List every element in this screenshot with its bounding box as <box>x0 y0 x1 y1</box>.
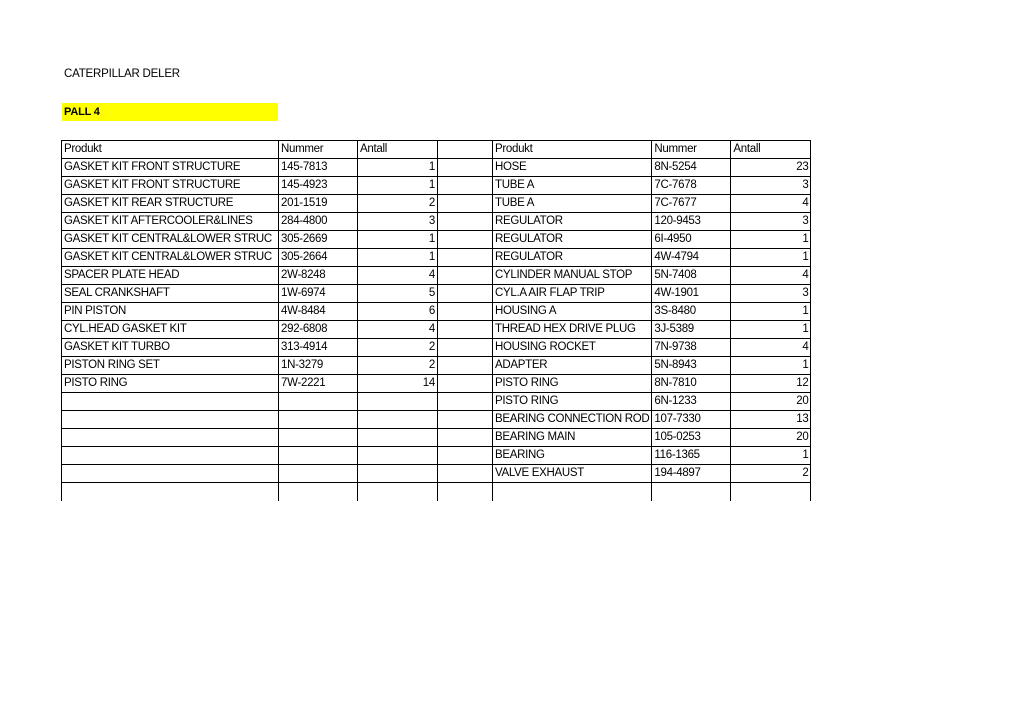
header-produkt: Produkt <box>493 141 652 159</box>
produkt-cell: CYL.HEAD GASKET KIT <box>62 321 279 339</box>
produkt-cell <box>62 465 279 483</box>
produkt-cell: THREAD HEX DRIVE PLUG <box>493 321 652 339</box>
header-produkt: Produkt <box>62 141 279 159</box>
produkt-cell: GASKET KIT CENTRAL&LOWER STRUC <box>62 249 279 267</box>
produkt-cell: ADAPTER <box>493 357 652 375</box>
table-row <box>62 483 811 502</box>
nummer-cell: 313-4914 <box>279 339 358 357</box>
antall-cell: 2 <box>358 357 438 375</box>
produkt-cell: REGULATOR <box>493 231 652 249</box>
antall-cell: 1 <box>731 447 811 465</box>
document-title: CATERPILLAR DELER <box>64 68 180 80</box>
table-row <box>62 159 811 177</box>
nummer-cell: 7C-7677 <box>652 195 731 213</box>
spacer-cell <box>438 447 493 465</box>
header-antall: Antall <box>731 141 811 159</box>
antall-cell: 1 <box>731 357 811 375</box>
antall-cell: 3 <box>731 177 811 195</box>
produkt-cell: GASKET KIT FRONT STRUCTURE <box>62 159 279 177</box>
nummer-cell: 3S-8480 <box>652 303 731 321</box>
spacer-cell <box>438 213 493 231</box>
table-row <box>62 249 811 267</box>
nummer-cell: 4W-8484 <box>279 303 358 321</box>
pall-label: PALL 4 <box>62 103 278 121</box>
produkt-cell <box>62 393 279 411</box>
produkt-cell: PIN PISTON <box>62 303 279 321</box>
antall-cell: 4 <box>731 339 811 357</box>
produkt-cell <box>62 429 279 447</box>
spacer-cell <box>438 429 493 447</box>
table-row <box>62 231 811 249</box>
antall-cell: 4 <box>731 267 811 285</box>
spacer-cell <box>438 411 493 429</box>
antall-cell: 4 <box>358 267 438 285</box>
table-row <box>62 393 811 411</box>
table-row <box>62 465 811 483</box>
nummer-cell: 7C-7678 <box>652 177 731 195</box>
nummer-cell: 194-4897 <box>652 465 731 483</box>
nummer-cell: 7N-9738 <box>652 339 731 357</box>
nummer-cell <box>279 465 358 483</box>
produkt-cell: PISTO RING <box>493 393 652 411</box>
produkt-cell: BEARING CONNECTION ROD <box>493 411 652 429</box>
nummer-cell: 305-2669 <box>279 231 358 249</box>
nummer-cell: 145-7813 <box>279 159 358 177</box>
antall-cell: 12 <box>731 375 811 393</box>
produkt-cell: BEARING <box>493 447 652 465</box>
spacer-cell <box>438 141 493 159</box>
spacer-cell <box>438 231 493 249</box>
table-row <box>62 411 811 429</box>
nummer-cell: 145-4923 <box>279 177 358 195</box>
spacer-cell <box>438 303 493 321</box>
nummer-cell: 6N-1233 <box>652 393 731 411</box>
nummer-cell: 1N-3279 <box>279 357 358 375</box>
produkt-cell <box>62 447 279 465</box>
nummer-cell <box>279 483 358 502</box>
spacer-cell <box>438 249 493 267</box>
produkt-cell: GASKET KIT FRONT STRUCTURE <box>62 177 279 195</box>
nummer-cell: 1W-6974 <box>279 285 358 303</box>
produkt-cell: PISTO RING <box>493 375 652 393</box>
nummer-cell: 5N-8943 <box>652 357 731 375</box>
produkt-cell: GASKET KIT CENTRAL&LOWER STRUC <box>62 231 279 249</box>
antall-cell <box>731 483 811 502</box>
antall-cell: 3 <box>358 213 438 231</box>
nummer-cell: 305-2664 <box>279 249 358 267</box>
antall-cell: 1 <box>731 231 811 249</box>
produkt-cell: CYLINDER MANUAL STOP <box>493 267 652 285</box>
nummer-cell: 8N-5254 <box>652 159 731 177</box>
table-row <box>62 285 811 303</box>
spacer-cell <box>438 393 493 411</box>
nummer-cell <box>279 429 358 447</box>
produkt-cell: SEAL CRANKSHAFT <box>62 285 279 303</box>
produkt-cell: REGULATOR <box>493 213 652 231</box>
spacer-cell <box>438 285 493 303</box>
produkt-cell: CYL.A AIR FLAP TRIP <box>493 285 652 303</box>
nummer-cell: 105-0253 <box>652 429 731 447</box>
nummer-cell: 2W-8248 <box>279 267 358 285</box>
produkt-cell: SPACER PLATE HEAD <box>62 267 279 285</box>
table-row <box>62 429 811 447</box>
nummer-cell <box>279 411 358 429</box>
antall-cell: 5 <box>358 285 438 303</box>
table-row <box>62 177 811 195</box>
table-row <box>62 339 811 357</box>
table-row <box>62 213 811 231</box>
spacer-cell <box>438 195 493 213</box>
nummer-cell: 284-4800 <box>279 213 358 231</box>
produkt-cell: TUBE A <box>493 195 652 213</box>
produkt-cell: HOSE <box>493 159 652 177</box>
antall-cell: 2 <box>358 339 438 357</box>
spacer-cell <box>438 159 493 177</box>
nummer-cell: 3J-5389 <box>652 321 731 339</box>
spacer-cell <box>438 177 493 195</box>
antall-cell: 1 <box>358 249 438 267</box>
header-nummer: Nummer <box>652 141 731 159</box>
antall-cell: 20 <box>731 393 811 411</box>
antall-cell: 4 <box>358 321 438 339</box>
produkt-cell <box>62 483 279 502</box>
header-antall: Antall <box>358 141 438 159</box>
antall-cell <box>358 447 438 465</box>
spacer-cell <box>438 483 493 502</box>
antall-cell <box>358 393 438 411</box>
nummer-cell: 6I-4950 <box>652 231 731 249</box>
nummer-cell: 201-1519 <box>279 195 358 213</box>
antall-cell <box>358 411 438 429</box>
nummer-cell: 8N-7810 <box>652 375 731 393</box>
produkt-cell: PISTON RING SET <box>62 357 279 375</box>
antall-cell: 14 <box>358 375 438 393</box>
nummer-cell: 292-6808 <box>279 321 358 339</box>
antall-cell: 3 <box>731 285 811 303</box>
produkt-cell: PISTO RING <box>62 375 279 393</box>
spacer-cell <box>438 465 493 483</box>
nummer-cell: 4W-1901 <box>652 285 731 303</box>
produkt-cell: GASKET KIT REAR STRUCTURE <box>62 195 279 213</box>
produkt-cell: REGULATOR <box>493 249 652 267</box>
produkt-cell: BEARING MAIN <box>493 429 652 447</box>
antall-cell: 2 <box>358 195 438 213</box>
produkt-cell: GASKET KIT AFTERCOOLER&LINES <box>62 213 279 231</box>
antall-cell <box>358 465 438 483</box>
antall-cell: 1 <box>731 321 811 339</box>
antall-cell: 2 <box>731 465 811 483</box>
nummer-cell: 116-1365 <box>652 447 731 465</box>
antall-cell: 6 <box>358 303 438 321</box>
header-nummer: Nummer <box>279 141 358 159</box>
table-row <box>62 195 811 213</box>
nummer-cell <box>279 393 358 411</box>
produkt-cell: HOUSING A <box>493 303 652 321</box>
antall-cell: 3 <box>731 213 811 231</box>
produkt-cell <box>493 483 652 502</box>
antall-cell: 1 <box>358 177 438 195</box>
antall-cell <box>358 429 438 447</box>
antall-cell: 1 <box>358 231 438 249</box>
produkt-cell: GASKET KIT TURBO <box>62 339 279 357</box>
table-row <box>62 267 811 285</box>
antall-cell: 1 <box>731 249 811 267</box>
antall-cell: 4 <box>731 195 811 213</box>
spacer-cell <box>438 339 493 357</box>
table-row <box>62 357 811 375</box>
antall-cell: 13 <box>731 411 811 429</box>
nummer-cell: 5N-7408 <box>652 267 731 285</box>
nummer-cell: 7W-2221 <box>279 375 358 393</box>
nummer-cell <box>279 447 358 465</box>
spacer-cell <box>438 321 493 339</box>
table-row <box>62 447 811 465</box>
produkt-cell: HOUSING ROCKET <box>493 339 652 357</box>
table-header-row <box>62 141 811 159</box>
spacer-cell <box>438 375 493 393</box>
nummer-cell: 120-9453 <box>652 213 731 231</box>
antall-cell: 23 <box>731 159 811 177</box>
antall-cell: 1 <box>358 159 438 177</box>
nummer-cell <box>652 483 731 502</box>
produkt-cell <box>62 411 279 429</box>
spacer-cell <box>438 357 493 375</box>
nummer-cell: 4W-4794 <box>652 249 731 267</box>
antall-cell <box>358 483 438 502</box>
parts-table <box>61 140 811 501</box>
spacer-cell <box>438 267 493 285</box>
antall-cell: 1 <box>731 303 811 321</box>
antall-cell: 20 <box>731 429 811 447</box>
table-row <box>62 375 811 393</box>
table-row <box>62 321 811 339</box>
nummer-cell: 107-7330 <box>652 411 731 429</box>
produkt-cell: TUBE A <box>493 177 652 195</box>
table-row <box>62 303 811 321</box>
produkt-cell: VALVE EXHAUST <box>493 465 652 483</box>
